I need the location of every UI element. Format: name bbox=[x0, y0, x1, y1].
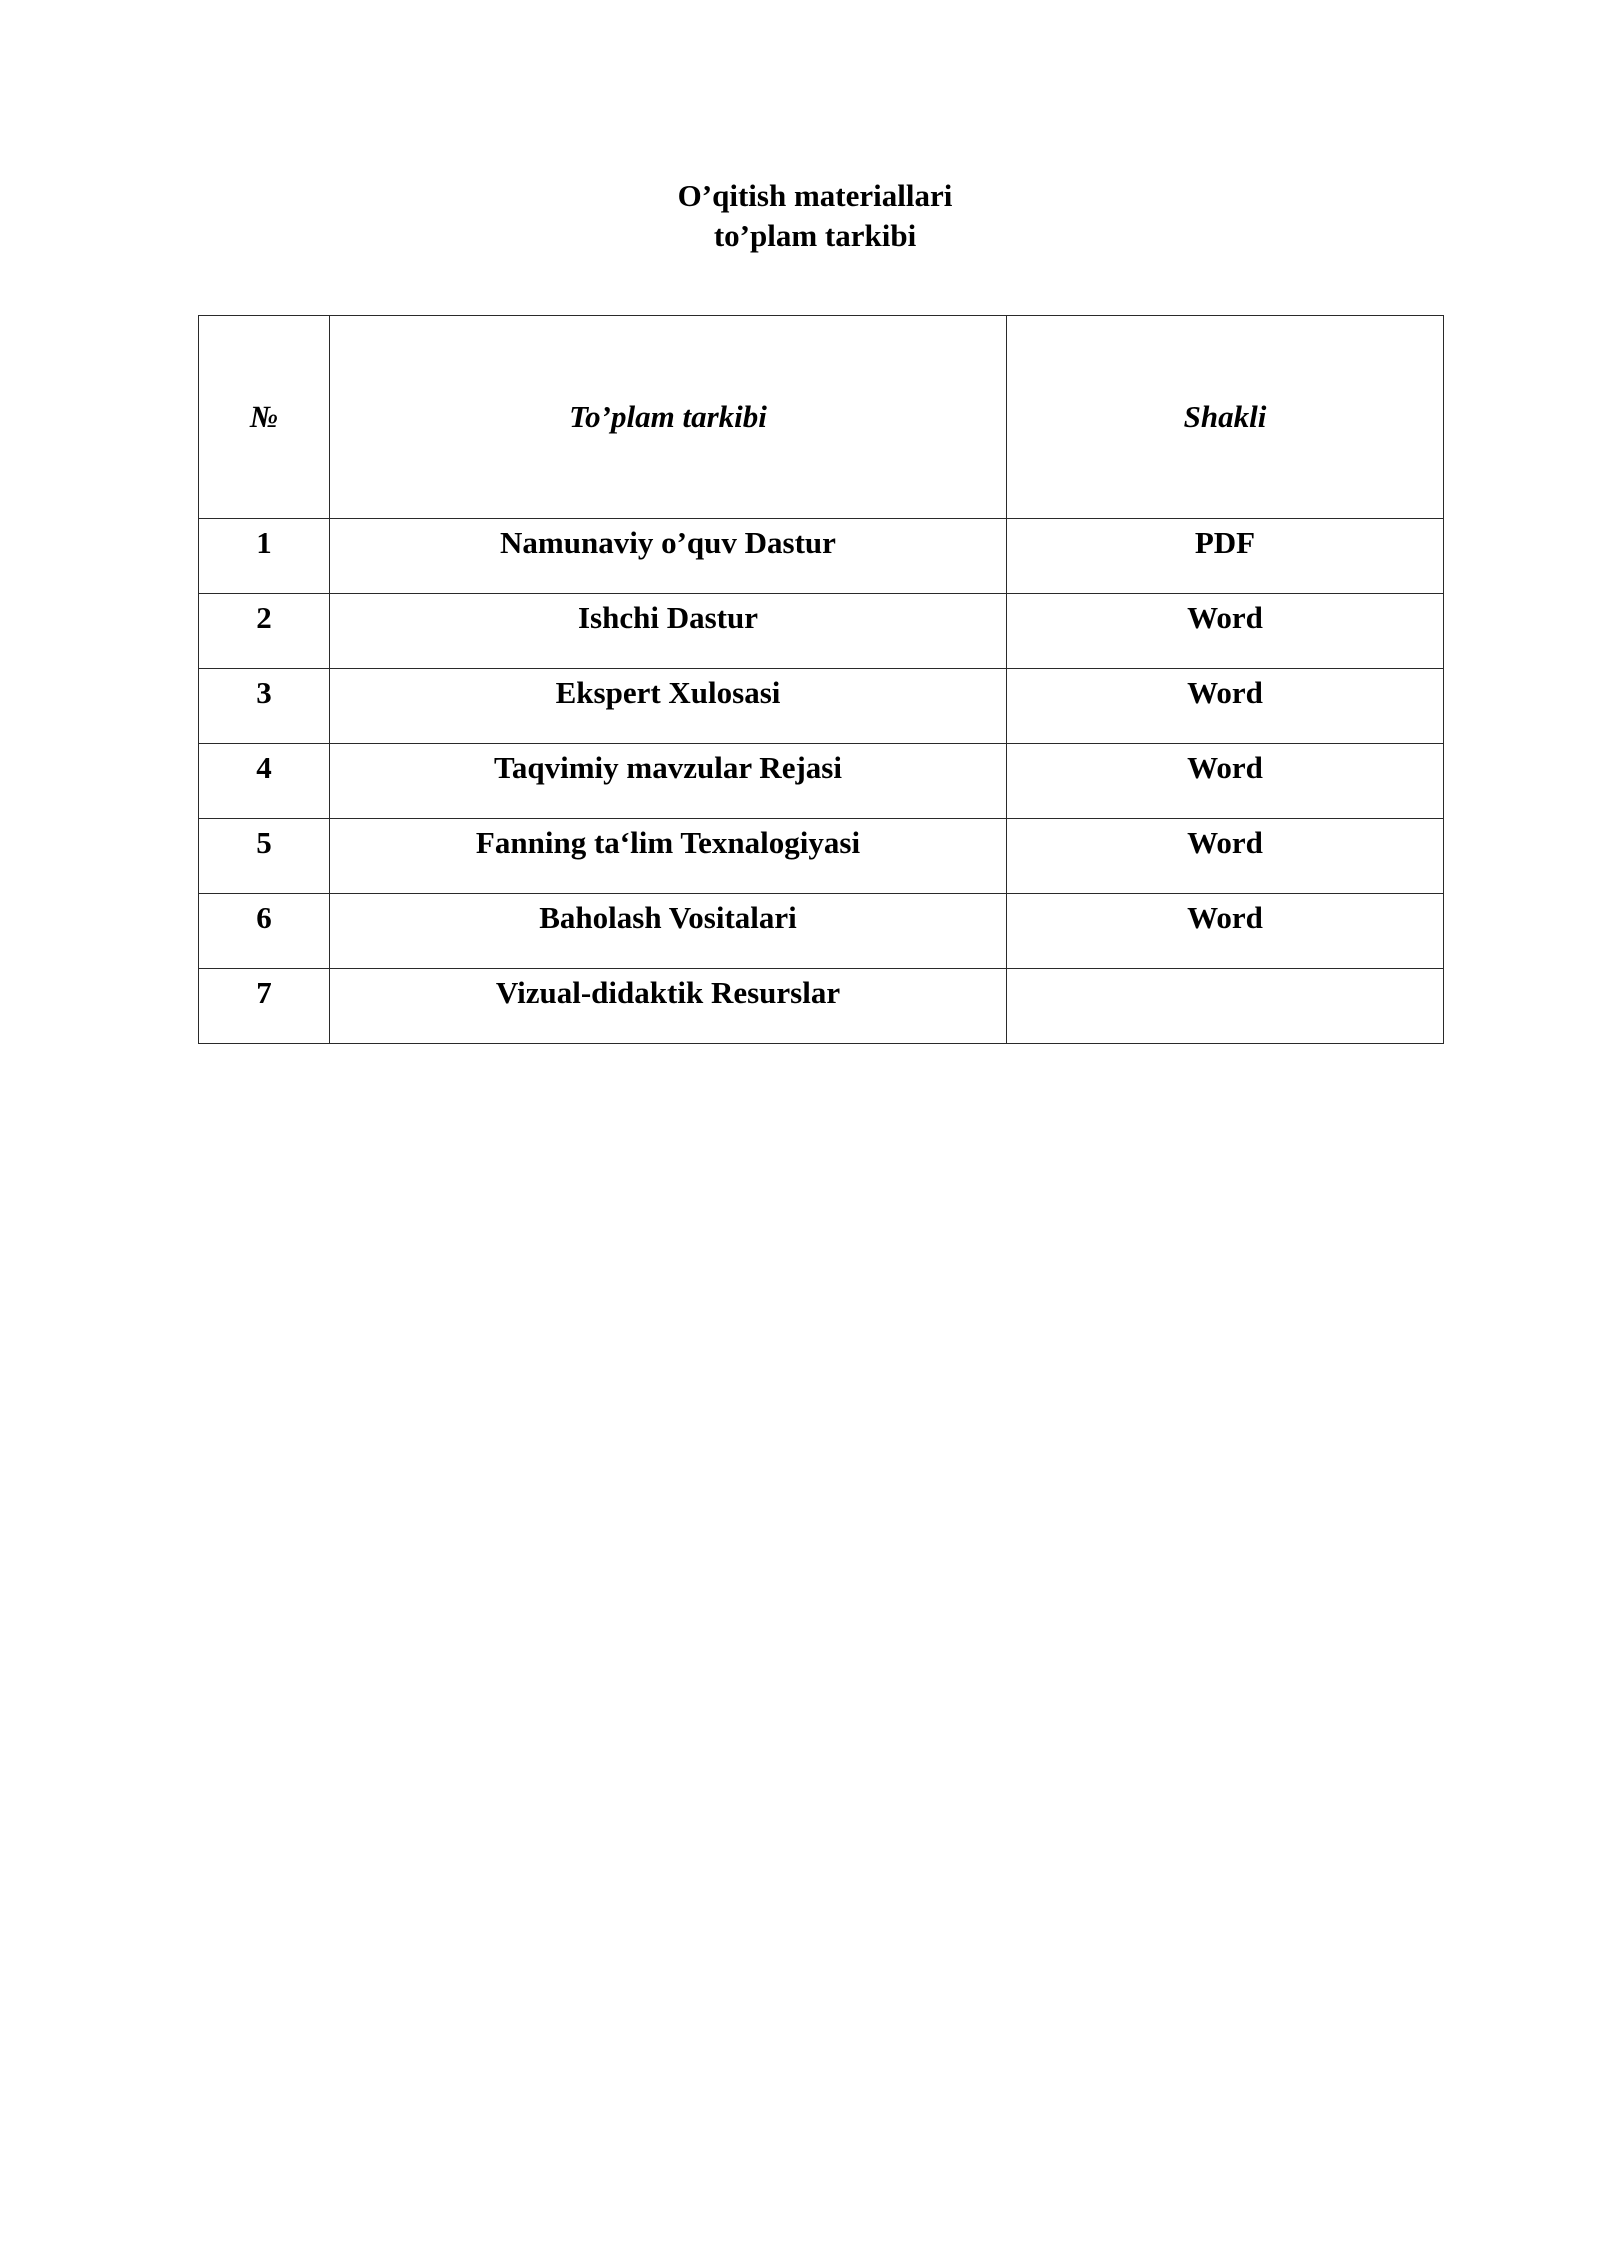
header-form: Shakli bbox=[1007, 316, 1444, 519]
row-number: 4 bbox=[199, 744, 330, 819]
title-line-1: O’qitish materiallari bbox=[677, 178, 953, 213]
row-form: PDF bbox=[1007, 519, 1444, 594]
header-content: To’plam tarkibi bbox=[330, 316, 1007, 519]
row-form: Word bbox=[1007, 819, 1444, 894]
materials-table bbox=[198, 315, 1444, 1044]
row-name: Ishchi Dastur bbox=[330, 594, 1007, 669]
table-row bbox=[199, 519, 1444, 594]
row-name: Vizual-didaktik Resurslar bbox=[330, 969, 1007, 1044]
row-form: Word bbox=[1007, 894, 1444, 969]
table-row bbox=[199, 594, 1444, 669]
row-form: Word bbox=[1007, 744, 1444, 819]
row-number: 2 bbox=[199, 594, 330, 669]
table-row bbox=[199, 744, 1444, 819]
row-name: Fanning ta‘lim Texnalogiyasi bbox=[330, 819, 1007, 894]
table-row bbox=[199, 969, 1444, 1044]
row-form: Word bbox=[1007, 594, 1444, 669]
row-number: 7 bbox=[199, 969, 330, 1044]
row-name: Taqvimiy mavzular Rejasi bbox=[330, 744, 1007, 819]
row-form: Word bbox=[1007, 669, 1444, 744]
row-name: Namunaviy o’quv Dastur bbox=[330, 519, 1007, 594]
table-row bbox=[199, 819, 1444, 894]
title-line-2: to’plam tarkibi bbox=[713, 218, 917, 253]
table-header-row bbox=[199, 316, 1444, 519]
table-row bbox=[199, 669, 1444, 744]
row-number: 3 bbox=[199, 669, 330, 744]
row-name: Ekspert Xulosasi bbox=[330, 669, 1007, 744]
row-number: 1 bbox=[199, 519, 330, 594]
table-row bbox=[199, 894, 1444, 969]
row-number: 5 bbox=[199, 819, 330, 894]
header-number: № bbox=[199, 316, 330, 519]
row-name: Baholash Vositalari bbox=[330, 894, 1007, 969]
row-form bbox=[1007, 969, 1444, 1044]
document-title bbox=[0, 176, 1600, 256]
row-number: 6 bbox=[199, 894, 330, 969]
